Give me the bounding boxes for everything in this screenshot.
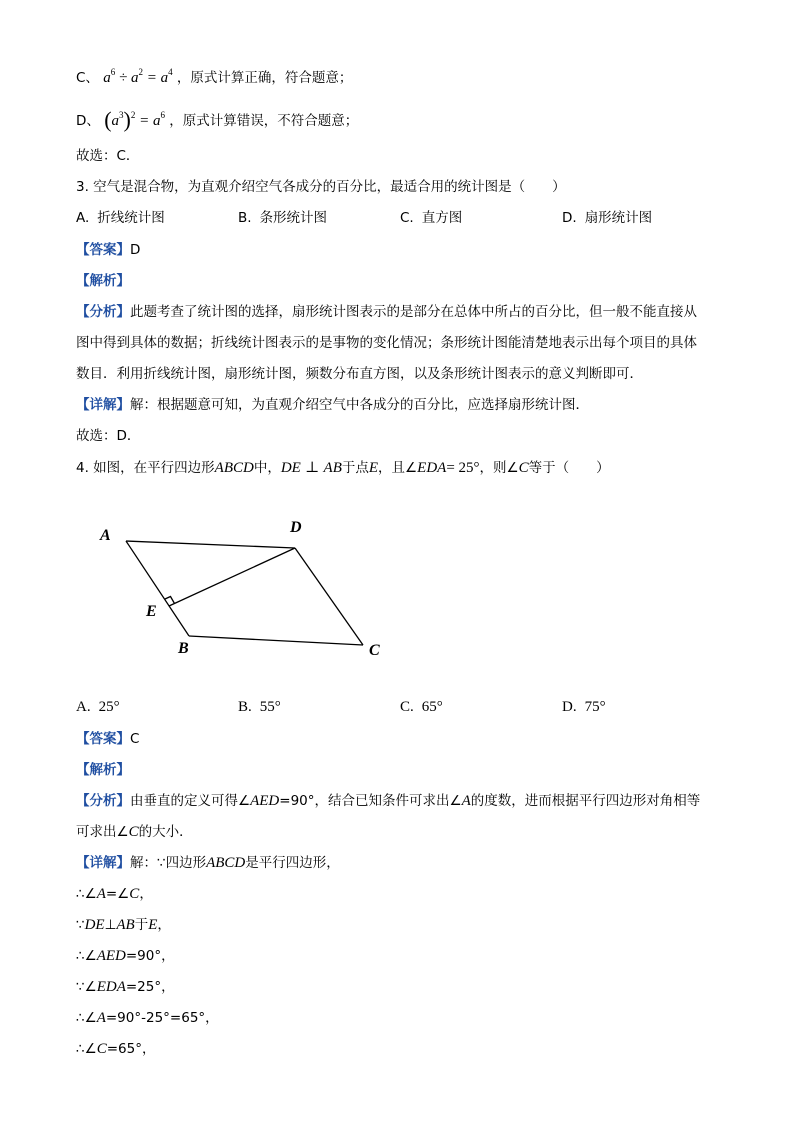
label-e: E: [146, 603, 157, 620]
side-ba: [126, 541, 189, 636]
q4-fenxi-line1: 【分析】由垂直的定义可得∠AED=90°，结合已知条件可求出∠A的度数，进而根据平行四边形对角相等: [76, 793, 701, 809]
label-b: B: [178, 640, 189, 657]
q4-xiangjie-line7: ∴∠C=65°，: [76, 1041, 156, 1057]
formula-c: $a^6 \div a^2 = a^4$: [103, 67, 173, 86]
q4-option-a: A. 25°: [76, 699, 120, 715]
q3-stem: 3. 空气是混合物，为直观介绍空气各成分的百分比，最适合用的统计图是（ ）: [76, 179, 566, 195]
q3-option-a: A. 折线统计图: [76, 210, 165, 226]
comment-text: ，原式计算错误，不符合题意；: [169, 113, 359, 129]
q3-option-b: B. 条形统计图: [238, 210, 328, 226]
q4-fenxi-line2: 可求出∠C的大小．: [76, 824, 193, 840]
q4-option-c: C. 65°: [400, 699, 443, 715]
label-d: D: [290, 519, 302, 536]
q2-option-c-line: [76, 68, 352, 88]
comment-text: ，原式计算正确，符合题意；: [176, 70, 353, 86]
q3-fenxi-line1: 【分析】此题考查了统计图的选择，扇形统计图表示的是部分在总体中所占的百分比，但一般不能直接从: [76, 304, 697, 320]
q4-xiangjie-line5: ∵∠EDA=25°，: [76, 979, 175, 995]
q4-xiangjie-line4: ∴∠AED=90°，: [76, 948, 175, 964]
side-dc: [295, 548, 363, 645]
q4-option-b: B. 55°: [238, 699, 281, 715]
parallelogram-figure: [90, 510, 400, 670]
q3-answer: 【答案】D: [76, 242, 141, 258]
q3-option-c: C. 直方图: [400, 210, 463, 226]
formula-d: $(a^3)^2 = a^6$: [104, 107, 165, 132]
q4-xiangjie-line2: ∴∠A=∠C，: [76, 886, 153, 902]
q2-option-d-line: [76, 107, 359, 132]
q3-analysis-tag: 【解析】: [76, 273, 130, 289]
q3-option-d: D. 扇形统计图: [562, 210, 653, 226]
q3-choose: 故选：D．: [76, 428, 141, 444]
q3-fenxi-line2: 图中得到具体的数据；折线统计图表示的是事物的变化情况；条形统计图能清楚地表示出每个项目的具体: [76, 335, 697, 351]
segment-de: [169, 548, 295, 606]
q4-stem: 4. 如图，在平行四边形ABCD中，DE ⊥ AB于点E，且∠EDA= 25°，则∠C等于（ ）: [76, 460, 610, 476]
option-letter: D、: [76, 113, 100, 129]
q4-option-d: D. 75°: [562, 699, 606, 715]
q2-choose: 故选：C．: [76, 148, 140, 164]
q3-xiangjie: 【详解】解：根据题意可知，为直观介绍空气中各成分的百分比，应选择扇形统计图．: [76, 397, 589, 413]
label-a: A: [100, 527, 111, 544]
side-ad: [126, 541, 295, 548]
option-letter: C、: [76, 70, 99, 86]
q4-xiangjie-line1: 【详解】解：∵四边形ABCD是平行四边形，: [76, 855, 340, 871]
q3-fenxi-line3: 数目．利用折线统计图，扇形统计图，频数分布直方图，以及条形统计图表示的意义判断即可．: [76, 366, 643, 382]
q4-answer: 【答案】C: [76, 731, 140, 747]
side-cb: [189, 636, 363, 645]
label-c: C: [369, 642, 380, 659]
q4-xiangjie-line6: ∴∠A=90°-25°=65°，: [76, 1010, 219, 1026]
q4-analysis-tag: 【解析】: [76, 762, 130, 778]
q4-xiangjie-line3: ∵DE⊥AB于E，: [76, 917, 171, 933]
